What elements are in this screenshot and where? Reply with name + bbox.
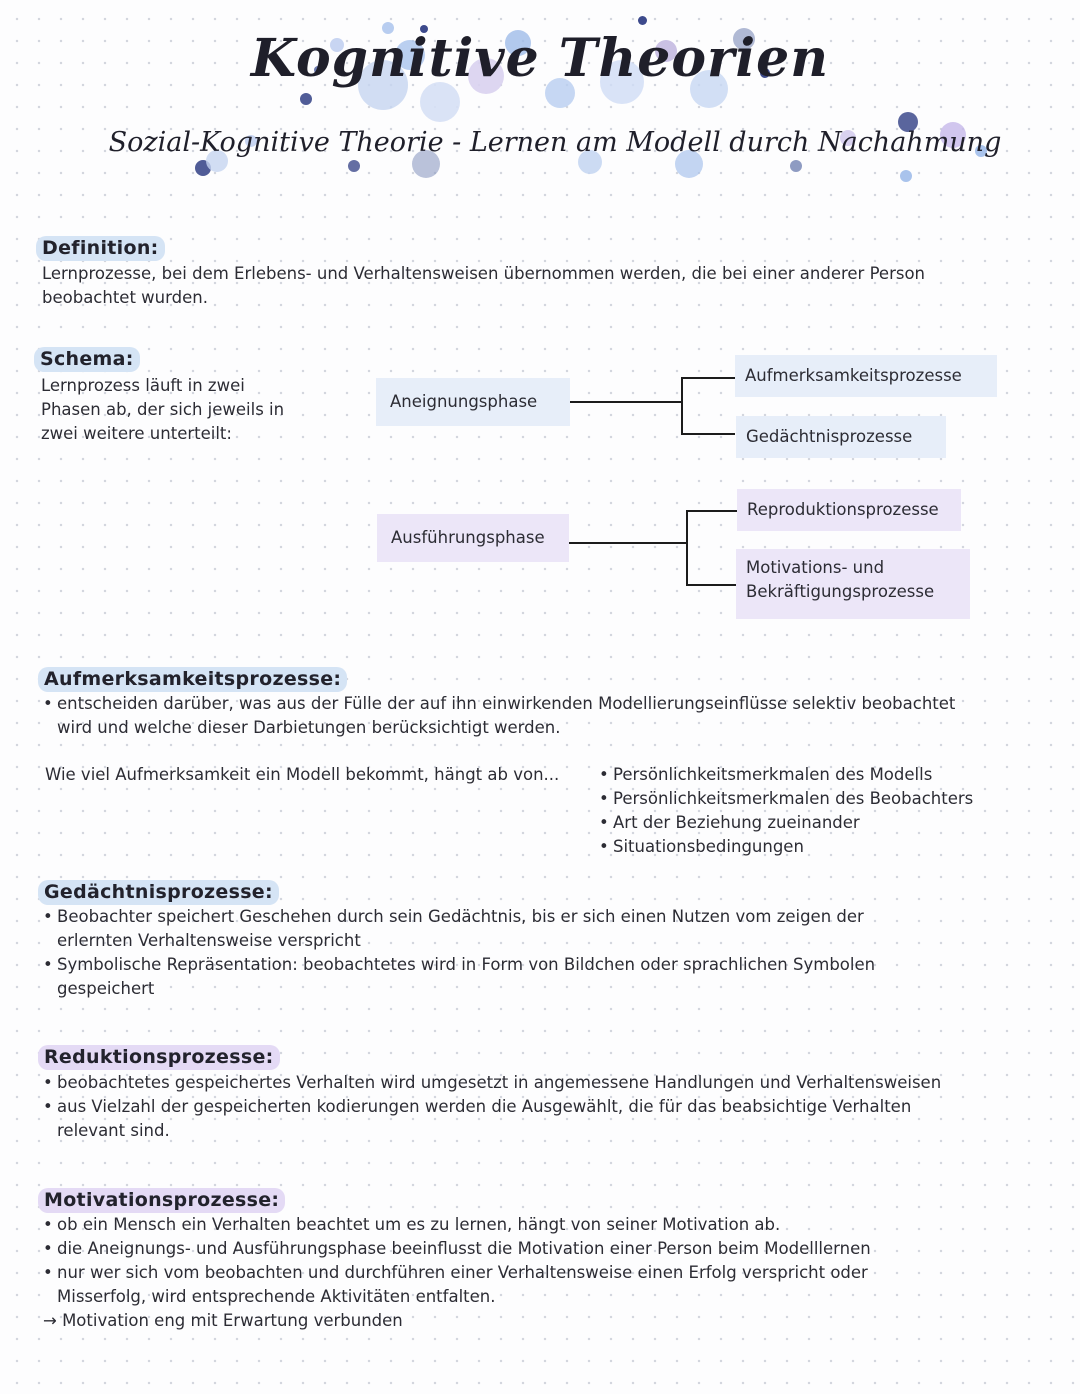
schema-heading: Schema: (34, 347, 140, 372)
connector-line (681, 377, 683, 435)
page-title: Kognitive Theorien (250, 28, 830, 89)
subprocess-motivation: Motivations- und Bekräftigungsprozesse (736, 549, 970, 619)
motivation-heading: Motivationsprozesse: (38, 1188, 285, 1213)
aufmerksamkeit-heading: Aufmerksamkeitsprozesse: (38, 667, 347, 692)
reduktion-heading: Reduktionsprozesse: (38, 1045, 280, 1070)
gedaechtnis-heading: Gedächtnisprozesse: (38, 880, 279, 905)
motivation-conclusion: → Motivation eng mit Erwartung verbunden (43, 1311, 403, 1330)
reduktion-bullets: • beobachtetes gespeichertes Verhalten wird umgesetzt in angemessene Handlungen und Verhaltensweisen • aus Vielzahl der gespeicherten kodierungen werden die Ausgewählt, die für das beabsichtige Verhalten relevant sind. (41, 1071, 1061, 1143)
aufmerksamkeit-lead: Wie viel Aufmerksamkeit ein Modell bekommt, hängt ab von... (45, 765, 560, 784)
motivation-bullets: • ob ein Mensch ein Verhalten beachtet um es zu lernen, hängt von seiner Motivation ab. • die Aneignungs- und Ausführungsphase beeinflusst die Motivation einer Person beim Modelllernen • nur wer sich vom beobachten und durchführen einer Verhaltensweise einen Erfolg verspricht oder Misserfolg, wird entsprechende Aktivitäten entfalten. → Motivation eng mit Erwartung verbunden (41, 1213, 1051, 1333)
aufmerksamkeit-factors: • Persönlichkeitsmerkmalen des Modells • Persönlichkeitsmerkmalen des Beobachters • Art der Beziehung zueinander • Situationsbedingungen (597, 763, 1037, 859)
phase-ausfuehrung: Ausführungsphase (377, 514, 569, 562)
subprocess-aufmerksamkeit: Aufmerksamkeitsprozesse (735, 355, 997, 397)
page-subtitle: Sozial-Kognitive Theorie - Lernen am Modell durch Nachahmung (108, 127, 1002, 158)
connector-line (569, 542, 687, 544)
connector-line (686, 510, 688, 586)
aufmerksamkeit-bullets: • entscheiden darüber, was aus der Fülle der auf ihn einwirkenden Modellierungseinflüsse selektiv beobachtet wird und welche dieser Darbietungen berücksichtigt werden. (41, 692, 1051, 740)
connector-line (686, 510, 737, 512)
definition-heading: Definition: (36, 236, 165, 261)
connector-line (570, 401, 682, 403)
connector-line (681, 433, 735, 435)
phase-aneignung: Aneignungsphase (376, 378, 570, 426)
definition-text: Lernprozesse, bei dem Erlebens- und Verhaltensweisen übernommen werden, die bei einer anderer Person beobachtet wurden. (42, 264, 926, 307)
schema-description: Lernprozess läuft in zwei Phasen ab, der sich jeweils in zwei weitere unterteilt: (41, 376, 285, 443)
gedaechtnis-bullets: • Beobachter speichert Geschehen durch sein Gedächtnis, bis er sich einen Nutzen vom zeigen der erlernten Verhaltensweise verspricht • Symbolische Repräsentation: beobachtetes wird in Form von Bildchen oder sprachlichen Symbolen gespeichert (41, 905, 1051, 1001)
connector-line (681, 377, 735, 379)
subprocess-reproduktion: Reproduktionsprozesse (737, 489, 961, 531)
subprocess-gedaechtnis: Gedächtnisprozesse (736, 416, 946, 458)
connector-line (686, 584, 736, 586)
